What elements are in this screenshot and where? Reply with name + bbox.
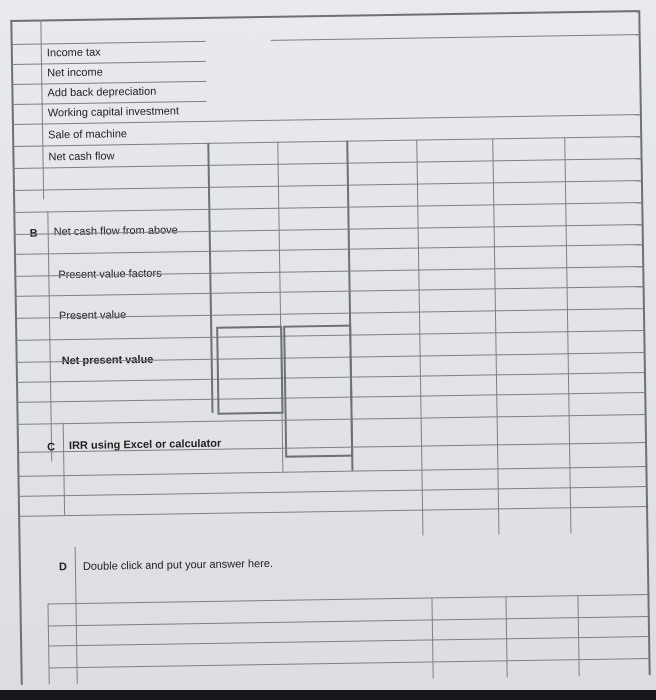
value-col-line — [207, 143, 213, 413]
row-header-line — [75, 547, 78, 684]
section-b-letter: B — [29, 227, 38, 240]
grid-line — [18, 486, 646, 497]
grid-line — [47, 594, 647, 604]
npv-answer-cell[interactable] — [216, 326, 283, 415]
net-cash-flow-from-above-label: Net cash flow from above — [53, 224, 178, 239]
net-income-label: Net income — [47, 66, 103, 80]
income-tax-label: Income tax — [46, 46, 101, 60]
grid-line — [13, 202, 641, 213]
value-col-line — [564, 137, 571, 533]
irr-label: IRR using Excel or calculator — [68, 437, 222, 453]
worksheet-grid — [8, 0, 651, 690]
present-value-label: Present value — [58, 309, 127, 323]
grid-line — [13, 180, 641, 191]
desk-edge — [0, 690, 656, 700]
add-back-depreciation-label: Add back depreciation — [47, 85, 157, 100]
grid-line — [15, 286, 643, 297]
grid-col-line — [431, 597, 433, 678]
grid-col-line — [47, 603, 49, 684]
grid-line — [271, 34, 639, 41]
net-present-value-label: Net present value — [61, 353, 154, 368]
sale-of-machine-label: Sale of machine — [48, 128, 128, 142]
grid-line — [48, 636, 648, 646]
answer-prompt[interactable]: Double click and put your answer here. — [82, 557, 274, 573]
present-value-factors-label: Present value factors — [58, 267, 162, 282]
grid-col-line — [577, 595, 579, 676]
grid-line — [18, 506, 646, 517]
section-c-letter: C — [46, 441, 56, 454]
grid-line — [48, 616, 648, 626]
grid-col-line — [505, 596, 507, 677]
working-capital-investment-label: Working capital investment — [47, 105, 180, 120]
net-cash-flow-label: Net cash flow — [48, 150, 115, 164]
row-header-line — [40, 19, 44, 199]
grid-line — [48, 658, 648, 668]
value-col-line — [492, 138, 499, 534]
grid-line — [17, 466, 645, 477]
row-header-line — [63, 423, 65, 515]
frame-top-line — [10, 10, 638, 22]
value-col-line — [416, 140, 423, 536]
section-d-letter: D — [58, 561, 67, 574]
value-col-line — [277, 142, 283, 472]
grid-line — [14, 244, 642, 255]
npv-answer-cell-2[interactable] — [283, 325, 353, 458]
